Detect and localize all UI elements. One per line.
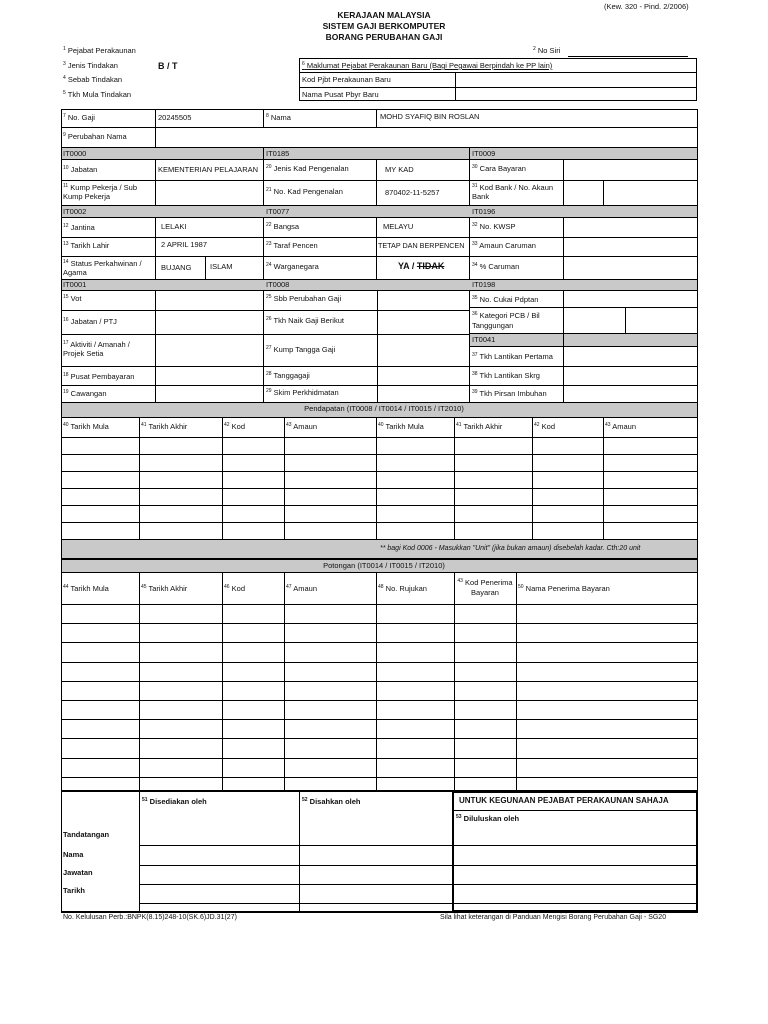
footer-kelulusan: No. Kelulusan Perb.:BNPK(8.15)248-10(SK.6)JD.31(27) [63,914,237,921]
aktiviti-label: $^{17}$ Aktiviti / Amanah / Projek Setia [63,340,130,359]
section-it0008: IT0008 [266,280,290,289]
section-it0001: IT0001 [63,280,87,289]
kump-tangga-label: $^{27}$ Kump Tangga Gaji [266,345,336,354]
nama-pusat-label: Nama Pusat Pbyr Baru [302,90,379,99]
potongan-title: Potongan (IT0014 / IT0015 / IT2010) [323,561,445,570]
warganegara-choice: YA / TIDAK [398,261,445,271]
pendapatan-row[interactable] [61,522,698,523]
disahkan-label: $^{52}$ Disahkan oleh [302,797,361,806]
diluluskan-label: $^{53}$ Diluluskan oleh [456,814,520,823]
jenis-tindakan-value: B / T [158,61,178,71]
pendapatan-col-header: $^{40}$ Tarikh Mula [63,422,109,431]
potongan-row[interactable] [61,738,698,739]
tarikh-lahir-label: $^{13}$ Tarikh Lahir [63,241,110,250]
maklumat-pejabat-baru: $^6$ Maklumat Pejabat Perakaunan Baru (Bagi Pegawai Berpindah ke PP lain) [302,61,553,70]
section-it0198: IT0198 [472,280,496,289]
header-line-2: SISTEM GAJI BERKOMPUTER [322,21,446,31]
jabatan-ptj-label: $^{16}$ Jabatan / PTJ [63,317,117,326]
section-it0077: IT0077 [266,207,290,216]
jantina-label: $^{12}$ Jantina [63,223,95,232]
potongan-col-header: $^{50}$ Nama Penerima Bayaran [518,584,610,593]
pct-caruman-label: $^{34}$ % Caruman [472,262,520,271]
status-kahwin-label: $^{14}$ Status Perkahwinan / Agama [63,259,142,278]
tanggagaji-label: $^{28}$ Tanggagaji [266,371,310,380]
kategori-pcb-label: $^{36}$ Kategori PCB / Bil Tanggungan [472,311,540,330]
pendapatan-row[interactable] [61,505,698,506]
jabatan-value: KEMENTERIAN PELAJARAN [158,165,259,174]
field-tkh-mula-tindakan: $^5$ Tkh Mula Tindakan [63,90,132,99]
agama-value: ISLAM [210,262,233,271]
cara-bayaran-label: $^{30}$ Cara Bayaran [472,164,526,173]
status-value: BUJANG [161,263,192,272]
section-it0009: IT0009 [472,149,496,158]
no-kp-label: $^{21}$ No. Kad Pengenalan [266,187,343,196]
potongan-row[interactable] [61,700,698,701]
pendapatan-row[interactable] [61,471,698,472]
kump-pekerja-label: $^{11}$ Kump Pekerja / Sub Kump Pekerja [63,183,137,202]
kegunaan-title: UNTUK KEGUNAAN PEJABAT PERAKAUNAN SAHAJA [459,796,669,805]
potongan-row[interactable] [61,642,698,643]
pendapatan-row[interactable] [61,488,698,489]
tarikh-lahir-value: 2 APRIL 1987 [161,240,208,249]
potongan-col-header: $^{46}$ Kod [224,584,245,593]
bangsa-label: $^{22}$ Bangsa [266,222,300,231]
section-it0196: IT0196 [472,207,496,216]
header-line-1: KERAJAAN MALAYSIA [337,10,431,20]
section-it0000: IT0000 [63,149,87,158]
potongan-row[interactable] [61,758,698,759]
pendapatan-col-header: $^{42}$ Kod [224,422,245,431]
field-sebab-tindakan: $^4$ Sebab Tindakan [63,75,123,84]
nama-value: MOHD SYAFIQ BIN ROSLAN [380,112,480,121]
kod-pjbt-label: Kod Pjbt Perakaunan Baru [302,75,391,84]
potongan-col-header: $^{44}$ Tarikh Mula [63,584,109,593]
kod-bank-label: $^{31}$ Kod Bank / No. Akaun Bank [472,183,554,202]
pendapatan-row[interactable] [61,454,698,455]
form-reference: (Kew. 320 - Pind. 2/2006) [604,2,689,11]
sbb-gaji-label: $^{25}$ Sbb Perubahan Gaji [266,294,342,303]
amaun-caruman-label: $^{33}$ Amaun Caruman [472,241,536,250]
field-no-siri: $^2$ No Siri [533,46,561,55]
taraf-pencen-label: $^{23}$ Taraf Pencen [266,241,318,250]
pendapatan-row[interactable] [61,539,698,540]
jabatan-label: $^{10}$ Jabatan [63,165,98,174]
tkh-naik-label: $^{26}$ Tkh Naik Gaji Berikut [266,316,344,325]
pendapatan-title: Pendapatan (IT0008 / IT0014 / IT0015 / IT2010) [304,404,464,413]
field-pejabat-perakaunan: $^1$ Pejabat Perakaunan [63,46,136,55]
potongan-row[interactable] [61,719,698,720]
vot-label: $^{15}$ Vot [63,294,82,303]
bangsa-value: MELAYU [383,222,414,231]
potongan-col-header: $^{48}$ No. Rujukan [378,584,427,593]
no-siri-line[interactable] [568,56,688,57]
no-kp-value: 870402-11-5257 [385,188,440,197]
jantina-value: LELAKI [161,222,187,231]
tandatangan-label: Tandatangan [63,830,110,839]
perubahan-nama-label: $^9$ Perubahan Nama [63,132,127,141]
header-line-3: BORANG PERUBAHAN GAJI [325,32,443,42]
field-jenis-tindakan: $^3$ Jenis Tindakan [63,61,118,70]
pendapatan-col-header: $^{43}$ Amaun [605,422,636,431]
tkh-skrg-label: $^{38}$ Tkh Lantikan Skrg [472,371,540,380]
skim-label: $^{29}$ Skim Perkhidmatan [266,388,339,397]
pendapatan-col-header: $^{42}$ Kod [534,422,555,431]
disediakan-label: $^{51}$ Disediakan oleh [142,797,207,806]
tkh-lantikan-label: $^{37}$ Tkh Lantikan Pertama [472,352,553,361]
pendapatan-col-header: $^{41}$ Tarikh Akhir [141,422,188,431]
jenis-kp-value: MY KAD [385,165,414,174]
section-it0041: IT0041 [472,335,496,344]
warganegara-label: $^{24}$ Warganegara [266,262,319,271]
footer-panduan: Sila lihat keterangan di Panduan Mengisi Borang Perubahan Gaji - SG20 [440,914,667,921]
potongan-col-header: $^{43}$ Kod Penerima Bayaran [457,578,513,598]
pendapatan-col-header: $^{40}$ Tarikh Mula [378,422,424,431]
cawangan-label: $^{19}$ Cawangan [63,389,107,398]
tarikh-label: Tarikh [63,886,85,895]
nama-label: $^8$ Nama [266,113,291,122]
jawatan-label: Jawatan [63,868,93,877]
pendapatan-col-header: $^{43}$ Amaun [286,422,317,431]
pendapatan-note: ** bagi Kod 0006 - Masukkan "Unit" (jika bukan amaun) disebelah kadar. Cth:20 unit [380,545,641,552]
potongan-col-header: $^{45}$ Tarikh Akhir [141,584,188,593]
potongan-table [61,559,698,791]
cukai-label: $^{35}$ No. Cukai Pdptan [472,295,539,304]
potongan-row[interactable] [61,777,698,778]
taraf-pencen-value: TETAP DAN BERPENCEN [378,241,465,250]
potongan-row[interactable] [61,623,698,624]
potongan-row[interactable] [61,681,698,682]
potongan-row[interactable] [61,662,698,663]
tkh-pirsan-label: $^{39}$ Tkh Pirsan Imbuhan [472,389,547,398]
section-it0185: IT0185 [266,149,290,158]
potongan-col-header: $^{47}$ Amaun [286,584,317,593]
no-gaji-value: 20245505 [158,113,192,122]
pusat-bayaran-label: $^{18}$ Pusat Pembayaran [63,372,135,381]
pendapatan-col-header: $^{41}$ Tarikh Akhir [456,422,503,431]
jenis-kp-label: $^{20}$ Jenis Kad Pengenalan [266,164,349,173]
no-kwsp-label: $^{32}$ No. KWSP [472,222,516,231]
section-it0002: IT0002 [63,207,87,216]
nama-sign-label: Nama [63,850,84,859]
no-gaji-label: $^7$ No. Gaji [63,113,95,122]
